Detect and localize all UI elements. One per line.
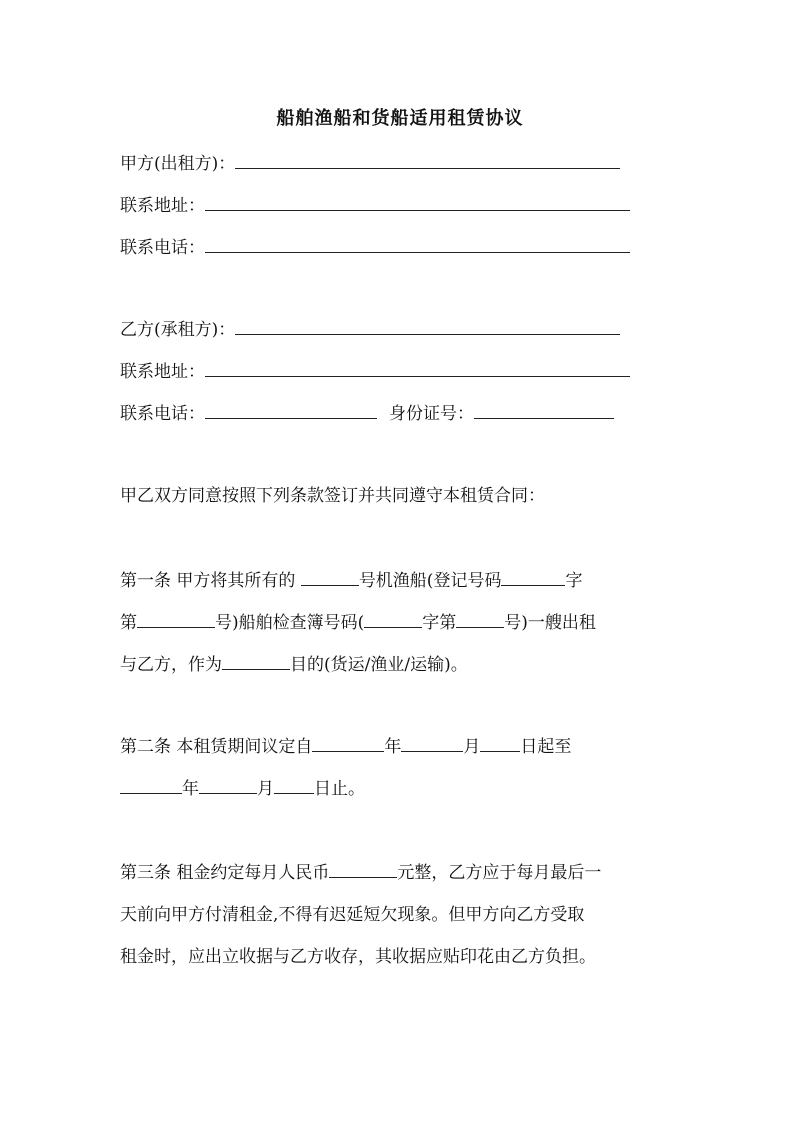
party-a-phone-blank[interactable] [205, 234, 630, 253]
article-1-text-4: 第 [120, 613, 137, 633]
article-2 [120, 726, 682, 810]
article-1-text-9: 目的(货运/渔业/运输)。 [290, 655, 468, 675]
party-a-address-label: 联系地址： [120, 196, 205, 216]
end-day-blank[interactable] [274, 775, 314, 794]
party-b-address-line [120, 358, 630, 384]
article-2-text-5: 年 [182, 779, 199, 799]
article-2-text-2: 年 [384, 737, 402, 757]
article-3-text-2: 元整，乙方应于每月最后一 [397, 863, 602, 883]
article-1-text-7: 号)一艘出租 [504, 613, 596, 633]
purpose-blank[interactable] [222, 651, 290, 670]
article-1-text-2: 号机渔船(登记号码 [358, 571, 502, 591]
party-a-label: 甲方(出租方)： [120, 154, 236, 174]
intro-text: 甲乙双方同意按照下列条款签订并共同遵守本租赁合同： [120, 486, 545, 506]
article-3-text-1: 第三条 租金约定每月人民币 [120, 863, 330, 883]
party-b-phone-blank[interactable] [205, 400, 377, 419]
party-a-phone-label: 联系电话： [120, 238, 205, 258]
registration-number-blank[interactable] [137, 609, 215, 628]
party-b-phone-line [120, 400, 614, 426]
article-2-text-1: 第二条 本租赁期间议定自 [120, 737, 313, 757]
article-1-text-3: 字 [565, 571, 583, 591]
article-1-text-1: 第一条 甲方将其所有的 [120, 571, 301, 591]
article-2-text-4: 日起至 [520, 737, 572, 757]
registration-char-blank[interactable] [501, 567, 565, 586]
start-day-blank[interactable] [480, 733, 520, 752]
party-b-phone-label: 联系电话： [120, 404, 205, 424]
article-1-text-5: 号)船舶检查簿号码( [215, 613, 365, 633]
inspection-char-blank[interactable] [364, 609, 422, 628]
start-year-blank[interactable] [312, 733, 384, 752]
start-month-blank[interactable] [401, 733, 463, 752]
article-3-line-1 [120, 852, 682, 894]
vessel-number-blank[interactable] [301, 567, 359, 586]
article-3-line-3: 租金时，应出立收据与乙方收存，其收据应贴印花由乙方负担。 [120, 947, 596, 967]
party-b-address-label: 联系地址： [120, 362, 205, 382]
end-year-blank[interactable] [120, 775, 182, 794]
party-a-address-line [120, 192, 630, 218]
article-1-text-6: 字第 [422, 613, 457, 633]
party-b-name-blank[interactable] [235, 316, 620, 335]
article-1-line-1 [120, 560, 682, 602]
article-1-line-3 [120, 644, 682, 686]
article-3-line-2: 天前向甲方付清租金,不得有迟延短欠现象。但甲方向乙方受取 [120, 905, 585, 925]
article-1-line-2 [120, 602, 682, 644]
rent-amount-blank[interactable] [329, 859, 397, 878]
end-month-blank[interactable] [199, 775, 257, 794]
party-b-id-label: 身份证号： [389, 404, 474, 424]
article-2-text-3: 月 [463, 737, 481, 757]
article-2-line-1 [120, 726, 682, 768]
article-1-text-8: 与乙方，作为 [120, 655, 222, 675]
inspection-number-blank[interactable] [456, 609, 504, 628]
article-3 [120, 852, 682, 978]
article-2-text-6: 月 [257, 779, 274, 799]
party-b-address-blank[interactable] [205, 358, 630, 377]
article-2-line-2 [120, 768, 682, 810]
party-b-label: 乙方(承租方)： [120, 320, 236, 340]
document-title: 船舶渔船和货船适用租赁协议 [276, 108, 524, 129]
party-b-name-line [120, 316, 620, 342]
party-a-phone-line [120, 234, 630, 260]
party-a-address-blank[interactable] [205, 192, 630, 211]
article-1 [120, 560, 682, 686]
party-a-name-line [120, 150, 620, 176]
article-2-text-7: 日止。 [314, 779, 365, 799]
party-a-name-blank[interactable] [235, 150, 620, 169]
party-b-id-blank[interactable] [474, 400, 614, 419]
